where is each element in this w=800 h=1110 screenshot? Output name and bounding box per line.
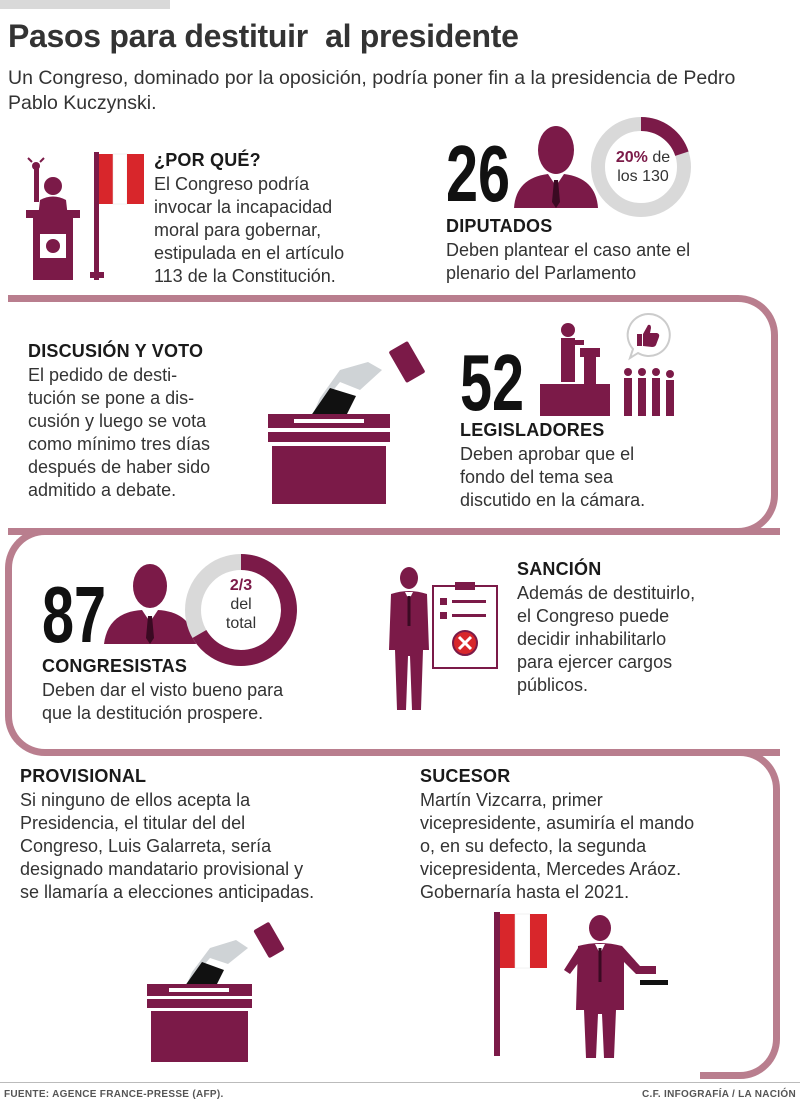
diputados-heading: DIPUTADOS bbox=[446, 216, 553, 236]
discusion-line-4: como mínimo tres días bbox=[28, 434, 211, 454]
provisional-heading: PROVISIONAL bbox=[20, 766, 147, 786]
congresistas-number: 87 bbox=[42, 570, 107, 659]
congresistas-ratio-line3: total bbox=[225, 615, 257, 632]
provisional-line-4: designado mandatario provisional y bbox=[20, 859, 304, 879]
sucesor-line-4: vicepresidenta, Mercedes Aráoz. bbox=[420, 859, 682, 879]
voting-hand-icon bbox=[300, 340, 425, 422]
diputados-percent-block bbox=[608, 148, 678, 186]
path-segment-3 bbox=[700, 749, 780, 1079]
sancion-line-4: para ejercer cargos bbox=[517, 652, 673, 672]
por-que-line-5: 113 de la Constitución. bbox=[154, 266, 336, 286]
sucesor-line-1: Martín Vizcarra, primer bbox=[420, 790, 603, 810]
legisladores-line-3: discutido en la cámara. bbox=[460, 490, 646, 510]
diputados-line-1: Deben plantear el caso ante el bbox=[446, 240, 691, 260]
por-que-line-3: moral para gobernar, bbox=[154, 220, 322, 240]
congresistas-ratio: 2/3 bbox=[229, 577, 253, 594]
congresistas-ratio-line2: del bbox=[230, 596, 252, 613]
ballot-box-icon-2 bbox=[147, 984, 252, 1062]
peru-flag-icon bbox=[90, 150, 150, 280]
sancion-line-2: el Congreso puede bbox=[517, 606, 670, 626]
por-que-line-1: El Congreso podría bbox=[154, 174, 310, 194]
legisladores-heading: LEGISLADORES bbox=[460, 420, 605, 440]
discusion-line-5: después de haber sido bbox=[28, 457, 211, 477]
congresistas-heading: CONGRESISTAS bbox=[42, 656, 188, 676]
page-subtitle: Un Congreso, dominado por la oposición, podría poner fin a la presidencia de Pedro Pablo Kuczynski. bbox=[8, 67, 736, 114]
successor-president-icon bbox=[560, 914, 670, 1058]
diputados-number: 26 bbox=[446, 129, 511, 218]
page-title: Pasos para destituir al presidente bbox=[8, 18, 519, 54]
congresistas-ratio-block bbox=[206, 576, 276, 633]
legisladores-line-2: fondo del tema sea bbox=[460, 467, 614, 487]
footer-credit: C.F. INFOGRAFÍA / LA NACIÓN bbox=[641, 1089, 796, 1100]
provisional-line-3: Congreso, Luis Galarreta, sería bbox=[20, 836, 272, 856]
sucesor-line-3: o, en su defecto, la segunda bbox=[420, 836, 647, 856]
legisladores-number: 52 bbox=[460, 338, 525, 427]
por-que-heading: ¿POR QUÉ? bbox=[154, 150, 261, 170]
discusion-heading: DISCUSIÓN Y VOTO bbox=[28, 341, 204, 361]
discusion-line-6: admitido a debate. bbox=[28, 480, 177, 500]
sancion-line-3: decidir inhabilitarlo bbox=[517, 629, 667, 649]
sancion-line-1: Además de destituirlo, bbox=[517, 583, 696, 603]
podium-speaker-icon bbox=[20, 150, 85, 285]
top-bar bbox=[0, 0, 170, 9]
congresistas-line-2: que la destitución prospere. bbox=[42, 703, 264, 723]
provisional-line-1: Si ninguno de ellos acepta la bbox=[20, 790, 251, 810]
footer-divider bbox=[0, 1082, 800, 1083]
footer-source: FUENTE: AGENCE FRANCE-PRESSE (AFP). bbox=[4, 1089, 224, 1100]
businessman-icon bbox=[385, 566, 433, 712]
diputados-percent: 20% bbox=[615, 149, 648, 166]
por-que-line-2: invocar la incapacidad bbox=[154, 197, 333, 217]
diputados-line-2: plenario del Parlamento bbox=[446, 263, 637, 283]
discusion-line-2: tución se pone a dis- bbox=[28, 388, 195, 408]
sucesor-line-5: Gobernaría hasta el 2021. bbox=[420, 882, 630, 902]
provisional-line-2: Presidencia, el titular del del bbox=[20, 813, 246, 833]
discusion-line-1: El pedido de desti- bbox=[28, 365, 178, 385]
provisional-line-5: se llamaría a elecciones anticipadas. bbox=[20, 882, 315, 902]
sancion-line-5: públicos. bbox=[517, 675, 589, 695]
peru-flag-icon-2 bbox=[490, 910, 552, 1056]
thumbs-up-icon bbox=[624, 312, 672, 360]
congresistas-line-1: Deben dar el visto bueno para bbox=[42, 680, 284, 700]
por-que-line-4: estipulada en el artículo bbox=[154, 243, 345, 263]
diputados-percent-suffix: de bbox=[652, 149, 671, 166]
voting-hand-icon-2 bbox=[176, 922, 286, 992]
discusion-line-3: cusión y luego se vota bbox=[28, 411, 207, 431]
sucesor-heading: SUCESOR bbox=[420, 766, 511, 786]
legisladores-line-1: Deben aprobar que el bbox=[460, 444, 635, 464]
ballot-box-icon bbox=[268, 414, 390, 506]
sucesor-line-2: vicepresidente, asumiría el mando bbox=[420, 813, 695, 833]
diputados-percent-line2: los 130 bbox=[617, 168, 669, 185]
sancion-heading: SANCIÓN bbox=[517, 559, 602, 579]
checklist-icon bbox=[432, 582, 498, 668]
